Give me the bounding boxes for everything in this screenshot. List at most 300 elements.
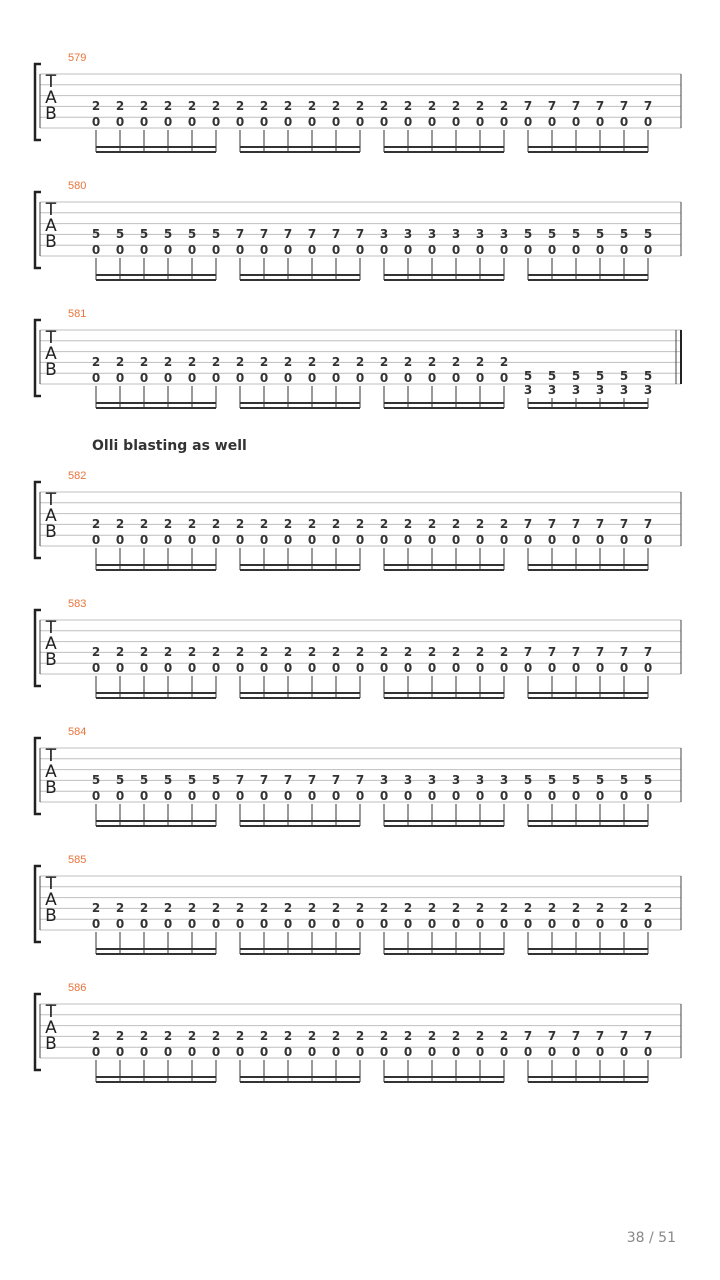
fret-number: 2 [403,901,413,915]
fret-number: 0 [595,789,605,803]
fret-number: 0 [331,371,341,385]
fret-number: 0 [283,243,293,257]
fret-number: 0 [595,115,605,129]
fret-number: 0 [499,533,509,547]
fret-number: 0 [499,789,509,803]
fret-number: 7 [547,517,557,531]
fret-number: 3 [427,227,437,241]
fret-number: 0 [331,533,341,547]
fret-number: 0 [307,371,317,385]
fret-number: 0 [283,917,293,931]
fret-number: 0 [643,917,653,931]
tab-clef-letter: B [45,232,57,252]
tab-clef-letter: B [45,360,57,380]
fret-number: 2 [355,645,365,659]
fret-number: 0 [643,243,653,257]
performance-annotation: Olli blasting as well [92,438,247,454]
fret-number: 0 [331,789,341,803]
fret-number: 5 [187,773,197,787]
fret-number: 0 [643,533,653,547]
fret-number: 2 [499,517,509,531]
fret-number: 2 [259,901,269,915]
fret-number: 0 [475,243,485,257]
fret-number: 0 [259,115,269,129]
fret-number: 2 [331,99,341,113]
fret-number: 2 [307,901,317,915]
fret-number: 7 [643,1029,653,1043]
fret-number: 0 [91,115,101,129]
fret-number: 2 [115,901,125,915]
fret-number: 0 [139,789,149,803]
fret-number: 0 [307,917,317,931]
fret-number: 0 [475,661,485,675]
fret-number: 0 [595,661,605,675]
fret-number: 0 [523,789,533,803]
fret-number: 2 [475,99,485,113]
fret-number: 0 [547,1045,557,1059]
fret-number: 2 [331,517,341,531]
fret-number: 2 [283,517,293,531]
fret-number: 2 [235,1029,245,1043]
fret-number: 0 [523,533,533,547]
fret-number: 5 [619,369,629,383]
fret-number: 2 [451,645,461,659]
fret-number: 2 [475,645,485,659]
fret-number: 7 [331,227,341,241]
fret-number: 0 [163,371,173,385]
fret-number: 0 [163,243,173,257]
fret-number: 0 [475,533,485,547]
fret-number: 2 [331,645,341,659]
fret-number: 2 [403,99,413,113]
fret-number: 0 [499,661,509,675]
fret-number: 2 [475,355,485,369]
fret-number: 0 [235,661,245,675]
fret-number: 0 [379,917,389,931]
fret-number: 7 [523,645,533,659]
fret-number: 5 [523,227,533,241]
fret-number: 5 [595,227,605,241]
fret-number: 2 [403,1029,413,1043]
tab-clef-letter: A [45,88,57,108]
fret-number: 5 [523,773,533,787]
fret-number: 0 [91,661,101,675]
fret-number: 0 [187,661,197,675]
fret-number: 0 [355,1045,365,1059]
fret-number: 0 [163,789,173,803]
fret-number: 0 [283,661,293,675]
fret-number: 0 [523,1045,533,1059]
tab-clef-letter: A [45,344,57,364]
fret-number: 0 [379,533,389,547]
fret-number: 0 [211,115,221,129]
fret-number: 0 [259,371,269,385]
fret-number: 0 [187,243,197,257]
fret-number: 5 [547,369,557,383]
fret-number: 0 [211,533,221,547]
fret-number: 0 [259,661,269,675]
fret-number: 0 [115,243,125,257]
fret-number: 2 [91,355,101,369]
fret-number: 5 [547,227,557,241]
fret-number: 2 [187,901,197,915]
fret-number: 0 [187,371,197,385]
fret-number: 2 [355,355,365,369]
fret-number: 0 [475,917,485,931]
fret-number: 0 [427,533,437,547]
fret-number: 2 [235,517,245,531]
fret-number: 0 [403,1045,413,1059]
fret-number: 0 [427,115,437,129]
fret-number: 0 [211,917,221,931]
tab-staff [0,470,720,580]
fret-number: 2 [187,355,197,369]
fret-number: 3 [475,773,485,787]
tab-clef-letter: A [45,890,57,910]
fret-number: 2 [91,1029,101,1043]
fret-number: 0 [259,243,269,257]
fret-number: 2 [523,901,533,915]
fret-number: 0 [91,789,101,803]
fret-number: 0 [451,243,461,257]
fret-number: 0 [355,115,365,129]
fret-number: 0 [331,1045,341,1059]
fret-number: 5 [619,773,629,787]
fret-number: 0 [403,661,413,675]
fret-number: 2 [211,355,221,369]
fret-number: 2 [331,355,341,369]
fret-number: 2 [211,645,221,659]
fret-number: 0 [307,533,317,547]
fret-number: 5 [595,369,605,383]
fret-number: 2 [451,517,461,531]
fret-number: 0 [619,789,629,803]
fret-number: 0 [571,917,581,931]
fret-number: 7 [595,99,605,113]
fret-number: 7 [547,645,557,659]
tab-system [0,308,720,418]
fret-number: 0 [427,1045,437,1059]
fret-number: 2 [163,645,173,659]
fret-number: 0 [403,115,413,129]
fret-number: 3 [403,773,413,787]
fret-number: 5 [643,227,653,241]
fret-number: 3 [619,383,629,397]
fret-number: 0 [571,243,581,257]
fret-number: 0 [451,371,461,385]
fret-number: 2 [163,355,173,369]
fret-number: 5 [523,369,533,383]
fret-number: 0 [379,371,389,385]
fret-number: 5 [571,369,581,383]
tab-clef-letter: T [45,874,57,894]
fret-number: 0 [115,115,125,129]
fret-number: 5 [163,227,173,241]
fret-number: 2 [211,1029,221,1043]
fret-number: 0 [403,243,413,257]
fret-number: 2 [595,901,605,915]
fret-number: 0 [595,917,605,931]
fret-number: 0 [235,371,245,385]
fret-number: 0 [139,917,149,931]
fret-number: 2 [235,645,245,659]
fret-number: 7 [547,1029,557,1043]
tab-clef-letter: T [45,72,57,92]
fret-number: 2 [379,901,389,915]
fret-number: 0 [211,1045,221,1059]
fret-number: 5 [91,773,101,787]
fret-number: 2 [283,355,293,369]
fret-number: 2 [403,645,413,659]
fret-number: 0 [307,1045,317,1059]
tab-system [0,726,720,836]
fret-number: 0 [139,1045,149,1059]
fret-number: 0 [427,661,437,675]
fret-number: 0 [91,917,101,931]
tab-staff [0,598,720,708]
fret-number: 0 [547,917,557,931]
fret-number: 0 [499,243,509,257]
fret-number: 0 [283,115,293,129]
fret-number: 7 [595,517,605,531]
fret-number: 0 [139,661,149,675]
tab-clef-letter: B [45,906,57,926]
fret-number: 7 [355,773,365,787]
fret-number: 0 [571,661,581,675]
fret-number: 3 [427,773,437,787]
fret-number: 5 [211,773,221,787]
fret-number: 2 [115,355,125,369]
fret-number: 0 [451,661,461,675]
fret-number: 2 [259,1029,269,1043]
fret-number: 0 [355,789,365,803]
fret-number: 5 [643,369,653,383]
fret-number: 0 [91,371,101,385]
fret-number: 3 [403,227,413,241]
measure-number: 582 [68,470,87,482]
fret-number: 0 [451,115,461,129]
fret-number: 7 [643,645,653,659]
fret-number: 0 [283,371,293,385]
measure-number: 584 [68,726,87,738]
fret-number: 0 [115,371,125,385]
fret-number: 3 [379,227,389,241]
fret-number: 2 [307,1029,317,1043]
tab-clef-letter: A [45,216,57,236]
fret-number: 7 [331,773,341,787]
fret-number: 0 [547,661,557,675]
fret-number: 0 [619,115,629,129]
fret-number: 0 [283,789,293,803]
fret-number: 0 [427,789,437,803]
fret-number: 2 [643,901,653,915]
fret-number: 2 [355,1029,365,1043]
fret-number: 2 [307,517,317,531]
fret-number: 5 [571,773,581,787]
fret-number: 0 [595,533,605,547]
fret-number: 0 [115,533,125,547]
fret-number: 0 [307,789,317,803]
fret-number: 3 [595,383,605,397]
fret-number: 2 [115,1029,125,1043]
fret-number: 5 [211,227,221,241]
tab-clef-letter: T [45,200,57,220]
tab-clef-letter: B [45,1034,57,1054]
fret-number: 7 [523,99,533,113]
fret-number: 0 [139,243,149,257]
measure-number: 586 [68,982,87,994]
fret-number: 7 [307,227,317,241]
tab-system [0,52,720,162]
fret-number: 0 [427,243,437,257]
fret-number: 0 [163,1045,173,1059]
fret-number: 7 [643,99,653,113]
fret-number: 2 [307,99,317,113]
fret-number: 2 [475,1029,485,1043]
fret-number: 0 [355,371,365,385]
fret-number: 0 [283,1045,293,1059]
fret-number: 2 [259,99,269,113]
fret-number: 0 [571,1045,581,1059]
fret-number: 2 [211,99,221,113]
fret-number: 2 [163,1029,173,1043]
fret-number: 0 [523,917,533,931]
fret-number: 2 [427,517,437,531]
fret-number: 0 [571,533,581,547]
tab-system [0,982,720,1092]
measure-number: 579 [68,52,87,64]
fret-number: 0 [139,533,149,547]
fret-number: 5 [139,227,149,241]
fret-number: 0 [235,917,245,931]
fret-number: 2 [427,1029,437,1043]
fret-number: 7 [571,99,581,113]
fret-number: 7 [235,773,245,787]
fret-number: 2 [235,355,245,369]
fret-number: 0 [643,1045,653,1059]
fret-number: 2 [379,1029,389,1043]
fret-number: 2 [403,355,413,369]
tab-staff [0,52,720,162]
fret-number: 0 [307,661,317,675]
tab-staff [0,982,720,1092]
fret-number: 0 [643,789,653,803]
fret-number: 0 [235,1045,245,1059]
fret-number: 0 [499,1045,509,1059]
fret-number: 0 [115,917,125,931]
fret-number: 2 [451,1029,461,1043]
fret-number: 0 [571,115,581,129]
fret-number: 2 [283,645,293,659]
fret-number: 0 [331,661,341,675]
fret-number: 0 [211,371,221,385]
fret-number: 0 [451,917,461,931]
fret-number: 2 [235,99,245,113]
fret-number: 7 [283,773,293,787]
fret-number: 2 [475,901,485,915]
fret-number: 0 [379,115,389,129]
tab-staff [0,726,720,836]
fret-number: 0 [91,533,101,547]
fret-number: 2 [91,645,101,659]
fret-number: 2 [91,901,101,915]
fret-number: 5 [91,227,101,241]
fret-number: 0 [619,661,629,675]
fret-number: 7 [523,517,533,531]
fret-number: 7 [619,517,629,531]
fret-number: 7 [523,1029,533,1043]
fret-number: 0 [451,533,461,547]
fret-number: 0 [235,789,245,803]
fret-number: 0 [403,533,413,547]
measure-number: 585 [68,854,87,866]
fret-number: 0 [523,115,533,129]
tab-clef-letter: B [45,650,57,670]
fret-number: 7 [571,517,581,531]
tab-clef-letter: T [45,1002,57,1022]
tab-clef-letter: A [45,1018,57,1038]
tab-clef-letter: T [45,328,57,348]
fret-number: 0 [379,789,389,803]
fret-number: 2 [187,99,197,113]
fret-number: 0 [475,371,485,385]
fret-number: 0 [187,917,197,931]
fret-number: 5 [619,227,629,241]
fret-number: 2 [427,645,437,659]
fret-number: 7 [571,645,581,659]
fret-number: 2 [499,1029,509,1043]
tab-clef-letter: T [45,490,57,510]
fret-number: 2 [379,99,389,113]
fret-number: 7 [619,645,629,659]
fret-number: 0 [379,661,389,675]
fret-number: 0 [211,243,221,257]
fret-number: 2 [355,99,365,113]
fret-number: 0 [619,243,629,257]
tab-clef-letter: A [45,506,57,526]
fret-number: 5 [163,773,173,787]
fret-number: 0 [235,115,245,129]
fret-number: 2 [139,901,149,915]
fret-number: 2 [139,517,149,531]
fret-number: 7 [643,517,653,531]
fret-number: 5 [187,227,197,241]
fret-number: 3 [379,773,389,787]
fret-number: 7 [619,1029,629,1043]
fret-number: 0 [547,243,557,257]
fret-number: 0 [427,917,437,931]
fret-number: 7 [595,1029,605,1043]
tab-clef-letter: B [45,522,57,542]
fret-number: 2 [379,517,389,531]
fret-number: 0 [91,1045,101,1059]
fret-number: 0 [187,1045,197,1059]
fret-number: 0 [259,917,269,931]
fret-number: 0 [619,533,629,547]
tab-staff [0,308,720,418]
fret-number: 2 [115,645,125,659]
fret-number: 2 [331,1029,341,1043]
fret-number: 0 [499,917,509,931]
fret-number: 7 [595,645,605,659]
fret-number: 0 [139,115,149,129]
fret-number: 0 [403,917,413,931]
fret-number: 2 [139,99,149,113]
fret-number: 0 [331,917,341,931]
fret-number: 0 [547,115,557,129]
fret-number: 2 [619,901,629,915]
fret-number: 2 [139,355,149,369]
